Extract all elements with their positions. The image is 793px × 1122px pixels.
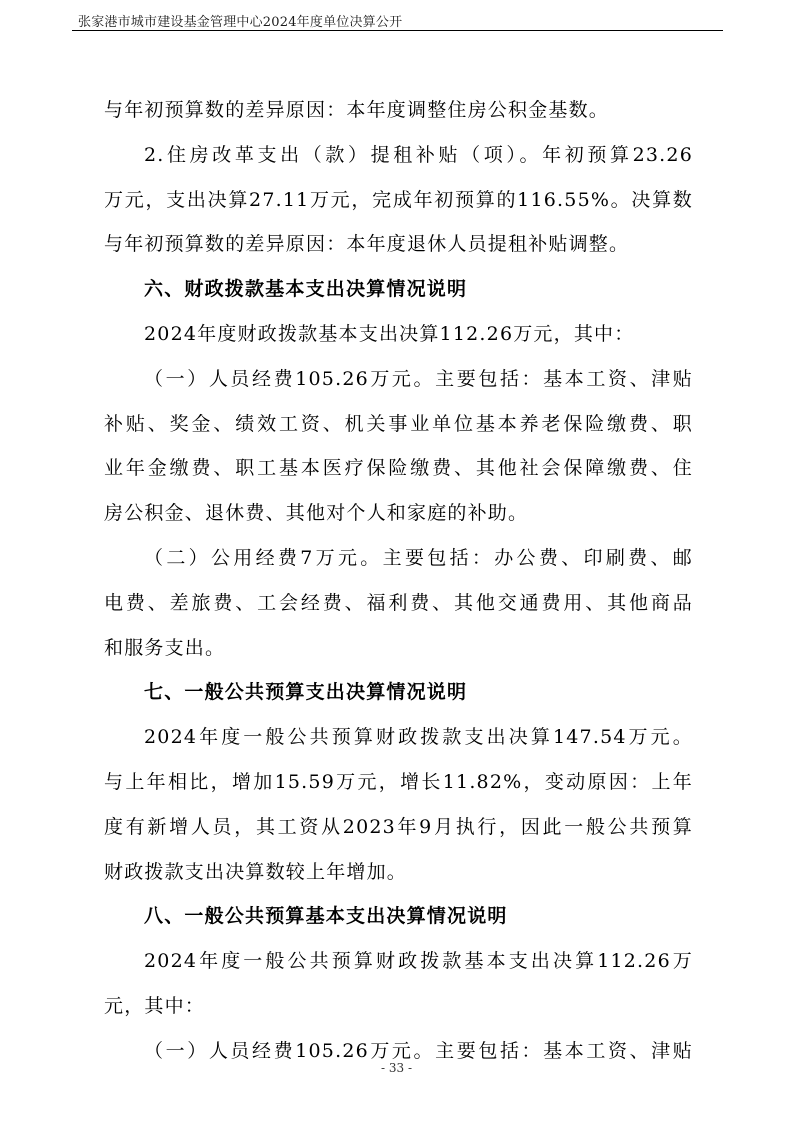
section-heading-seven: 七、一般公共预算支出决算情况说明 xyxy=(144,681,468,704)
page-number: - 33 - xyxy=(380,1061,412,1075)
paragraph-line: 补贴、奖金、绩效工资、机关事业单位基本养老保险缴费、职 xyxy=(104,412,693,435)
paragraph-line: 2024年度一般公共预算财政拨款支出决算147.54万元。 xyxy=(144,726,693,749)
paragraph-line: 2024年度财政拨款基本支出决算112.26万元，其中： xyxy=(144,322,635,345)
paragraph-line: 房公积金、退休费、其他对个人和家庭的补助。 xyxy=(104,502,529,525)
paragraph-line: 2.住房改革支出（款）提租补贴（项）。年初预算23.26 xyxy=(144,143,693,166)
paragraph-line: 和服务支出。 xyxy=(104,636,226,659)
paragraph-line: （一）人员经费105.26万元。主要包括：基本工资、津贴 xyxy=(144,1039,693,1062)
section-heading-eight: 八、一般公共预算基本支出决算情况说明 xyxy=(144,905,508,928)
paragraph-line: 与年初预算数的差异原因：本年度调整住房公积金基数。 xyxy=(104,99,610,121)
paragraph-line: 万元，支出决算27.11万元，完成年初预算的116.55%。决算数 xyxy=(104,188,693,211)
paragraph-line: 度有新增人员，其工资从2023年9月执行，因此一般公共预算 xyxy=(104,815,693,838)
paragraph-line: 元，其中： xyxy=(104,994,206,1017)
paragraph-line: 与年初预算数的差异原因：本年度退休人员提租补贴调整。 xyxy=(104,233,630,256)
document-body xyxy=(104,88,693,1074)
paragraph-line: 与上年相比，增加15.59万元，增长11.82%，变动原因：上年 xyxy=(104,770,693,793)
paragraph-line: 业年金缴费、职工基本医疗保险缴费、其他社会保障缴费、住 xyxy=(104,457,693,480)
paragraph-line: 电费、差旅费、工会经费、福利费、其他交通费用、其他商品 xyxy=(104,591,693,614)
paragraph-line: （二）公用经费7万元。主要包括：办公费、印刷费、邮 xyxy=(144,546,693,569)
header-divider xyxy=(72,30,723,31)
running-header: 张家港市城市建设基金管理中心2024年度单位决算公开 xyxy=(78,15,403,30)
section-heading-six: 六、财政拨款基本支出决算情况说明 xyxy=(144,278,468,301)
paragraph-line: 财政拨款支出决算数较上年增加。 xyxy=(104,860,408,883)
paragraph-line: （一）人员经费105.26万元。主要包括：基本工资、津贴 xyxy=(144,367,693,390)
paragraph-line: 2024年度一般公共预算财政拨款基本支出决算112.26万 xyxy=(144,950,693,973)
